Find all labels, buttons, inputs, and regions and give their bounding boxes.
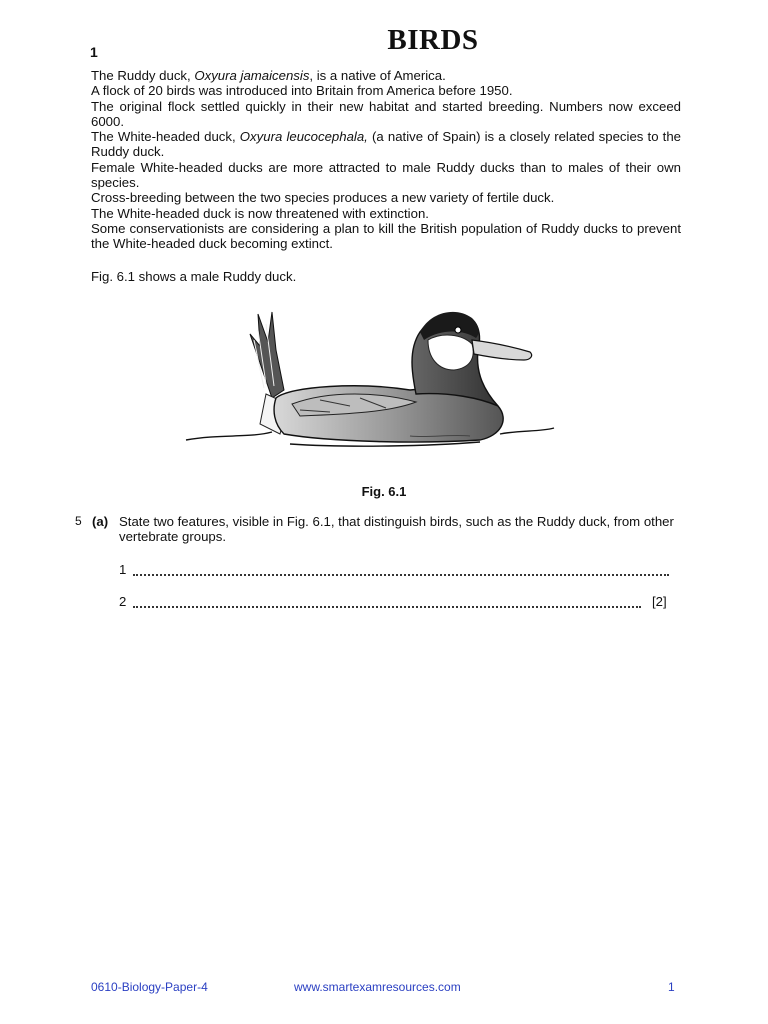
intro-line: A flock of 20 birds was introduced into Britain from America before 1950. xyxy=(91,83,513,99)
intro-line: Female White-headed ducks are more attracted to male Ruddy ducks than to males of their own species. xyxy=(91,159,681,191)
intro-line: Some conservationists are considering a plan to kill the British population of Ruddy ducks to prevent the White-headed duck becoming extinct. xyxy=(91,220,681,252)
marks-allocation: [2] xyxy=(652,594,667,609)
footer-website-link[interactable]: www.smartexamresources.com xyxy=(294,980,461,994)
answer-line-2[interactable] xyxy=(119,594,126,609)
question-part-label: (a) xyxy=(92,514,109,529)
figure-intro: Fig. 6.1 shows a male Ruddy duck. xyxy=(91,269,297,284)
question-text: State two features, visible in Fig. 6.1, that distinguish birds, such as the Ruddy duck, from other vertebrate groups. xyxy=(119,514,674,545)
intro-line: The White-headed duck is now threatened with extinction. xyxy=(91,205,429,221)
intro-line: The White-headed duck, Oxyura leucocephala, (a native of Spain) is a closely related species to the Ruddy duck. xyxy=(91,129,682,160)
answer-number: 2 xyxy=(119,594,127,609)
answer-dotted-line[interactable] xyxy=(133,574,669,576)
answer-line-1[interactable] xyxy=(119,562,126,577)
footer-paper-code: 0610-Biology-Paper-4 xyxy=(91,980,208,994)
margin-mark: 5 xyxy=(75,514,82,528)
answer-number: 1 xyxy=(119,562,127,577)
footer-page-number: 1 xyxy=(668,980,675,994)
page-title: BIRDS xyxy=(387,24,479,56)
intro-line: Cross-breeding between the two species produces a new variety of fertile duck. xyxy=(91,190,555,206)
ruddy-duck-illustration xyxy=(180,294,560,454)
question-number: 1 xyxy=(90,44,98,60)
intro-text xyxy=(91,68,681,252)
figure-label: Fig. 6.1 xyxy=(361,484,407,499)
intro-line: The original flock settled quickly in their new habitat and started breeding. Numbers now exceed 6000. xyxy=(91,98,681,129)
intro-line: The Ruddy duck, Oxyura jamaicensis, is a native of America. xyxy=(91,68,446,83)
answer-dotted-line[interactable] xyxy=(133,606,641,608)
